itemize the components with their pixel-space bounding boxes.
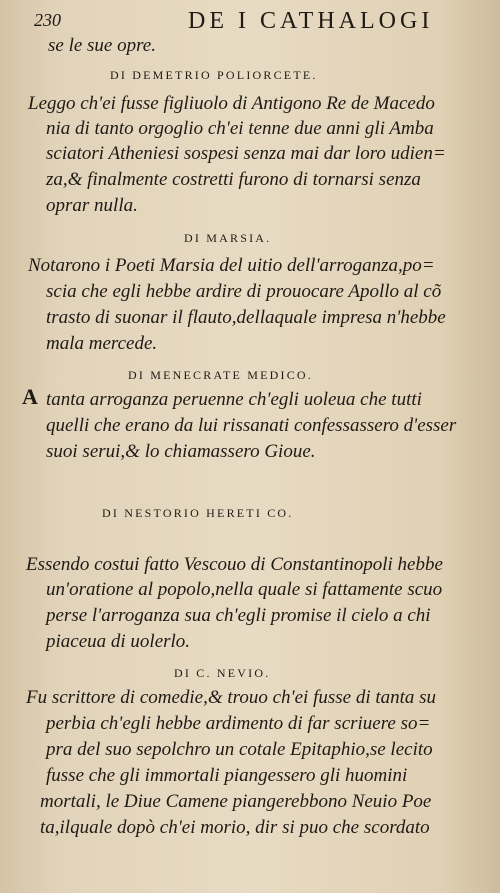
text-line: quelli che erano da lui rissanati confessassero d'esser <box>46 415 457 436</box>
section-heading: DI MENECRATE MEDICO. <box>128 368 313 382</box>
text-line: suoi serui,& lo chiamassero Gioue. <box>46 441 316 462</box>
text-line: Notarono i Poeti Marsia del uitio dell'arroganza,po= <box>28 255 435 276</box>
text-line: oprar nulla. <box>46 195 138 216</box>
text-line: trasto di suonar il flauto,dellaquale impresa n'hebbe <box>46 307 446 328</box>
text-line: se le sue opre. <box>48 35 156 56</box>
text-line: Leggo ch'ei fusse figliuolo di Antigono Re de Macedo <box>28 93 435 114</box>
text-line: ta,ilquale dopò ch'ei morio, dir si puo che scordato <box>40 817 430 838</box>
section-heading: DI DEMETRIO POLIORCETE. <box>110 68 318 82</box>
text-line: tanta arroganza peruenne ch'egli uoleua che tutti <box>46 389 422 410</box>
section-heading: DI C. NEVIO. <box>174 666 271 680</box>
text-line: nia di tanto orgoglio ch'ei tenne due anni gli Amba <box>46 118 434 139</box>
text-line: za,& finalmente costretti furono di tornarsi senza <box>46 169 421 190</box>
text-line: Fu scrittore di comedie,& trouo ch'ei fusse di tanta su <box>26 687 437 708</box>
text-line: piaceua di uolerlo. <box>46 631 191 652</box>
text-line: pra del suo sepolchro un cotale Epitaphio,se lecito <box>46 739 433 760</box>
text-line: perbia ch'egli hebbe ardimento di far scriuere so= <box>46 713 431 734</box>
text-line: sciatori Atheniesi sospesi senza mai dar loro udien= <box>46 143 446 164</box>
drop-initial: A <box>22 384 38 409</box>
text-line: scia che egli hebbe ardire di prouocare Apollo al cõ <box>46 281 442 302</box>
page-number: 230 <box>34 10 61 30</box>
section-heading: DI MARSIA. <box>184 231 272 245</box>
text-line: mortali, le Diue Camene piangerebbono Neuio Poe <box>40 791 432 812</box>
text-line: fusse che gli immortali piangessero gli huomini <box>46 765 408 786</box>
text-line: Essendo costui fatto Vescouo di Constantinopoli hebbe <box>26 554 443 575</box>
text-line: un'oratione al popolo,nella quale si fattamente scuo <box>46 579 443 600</box>
page-header <box>28 8 480 36</box>
text-line: mala mercede. <box>46 333 158 354</box>
text-line: perse l'arroganza sua ch'egli promise il cielo a chi <box>46 605 431 626</box>
running-title: DE I CATHALOGI <box>188 8 434 34</box>
section-heading: DI NESTORIO HERETI CO. <box>102 506 294 520</box>
